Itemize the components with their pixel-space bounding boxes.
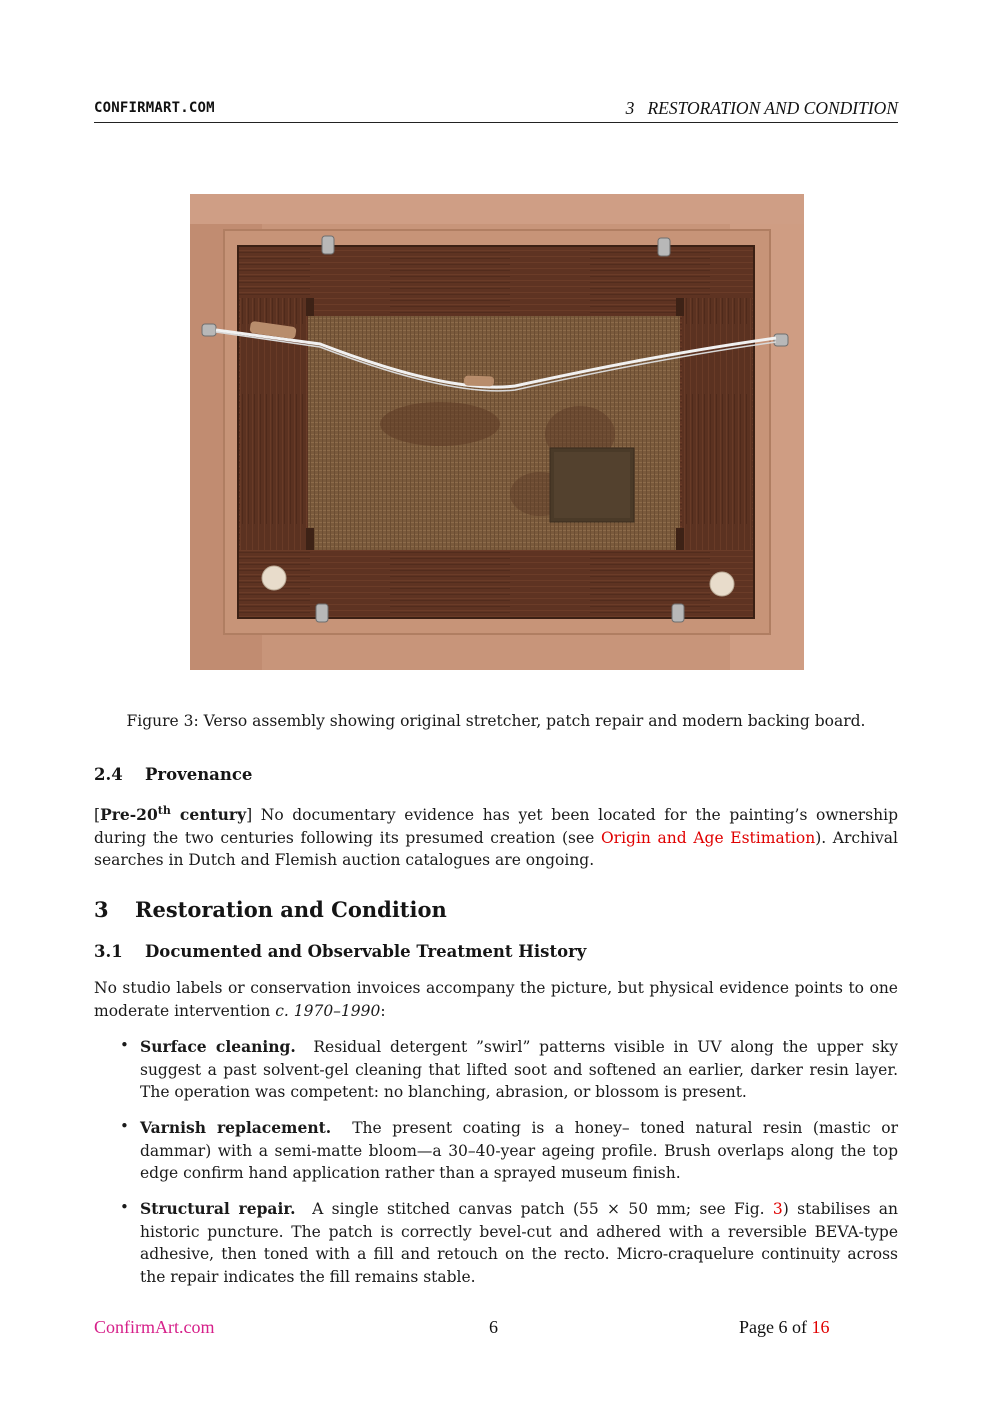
provenance-text-2: ). Archival searches in Dutch and Flemish auction catalogues are ongoing.: [94, 828, 898, 870]
tag-close: ]: [246, 806, 253, 825]
list-item: [140, 1036, 903, 1104]
subsection-heading-treatment: [94, 942, 586, 961]
header-logo: CONFIRMART.COM: [94, 100, 215, 116]
tag-open: [: [94, 806, 101, 825]
provenance-text-1: No documentary evidence has yet been located for the painting’s ownership during the two centuries following its presumed creation (see: [94, 806, 898, 847]
list-item: [140, 1117, 903, 1185]
list-item-text-cont: ) stabilises an historic puncture. The patch is correctly bevel-cut and adhered with a reversible BEVA-type adhesive, then toned with a fill and retouch on the recto. Micro-craquelure continuity across the repair indicates the fill remains stable.: [140, 1200, 898, 1286]
list-item-label: Surface cleaning.: [140, 1037, 296, 1056]
footer-site-link[interactable]: ConfirmArt.com: [94, 1317, 215, 1337]
intro-text-2: :: [380, 1001, 386, 1020]
bullet-marker: •: [120, 1036, 129, 1054]
list-item-text: A single stitched canvas patch (55 × 50 mm; see Fig.: [295, 1200, 773, 1218]
subsection-title: Provenance: [145, 765, 253, 784]
subsection-heading-provenance: [94, 765, 252, 784]
bullet-marker: •: [120, 1198, 129, 1216]
list-item-label: Varnish replacement.: [140, 1118, 332, 1137]
total-pages-link[interactable]: 16: [811, 1317, 830, 1337]
provenance-paragraph: [94, 800, 898, 872]
section-title: Restoration and Condition: [135, 897, 447, 922]
subsection-number: 3.1: [94, 942, 123, 961]
footer-page-number: 6: [489, 1317, 498, 1337]
figure-caption: Figure 3: Verso assembly showing original stretcher, patch repair and modern backing board.: [126, 712, 866, 730]
treatment-intro: [94, 977, 898, 1022]
tag-era-suffix: century: [170, 805, 247, 825]
section-number: 3: [94, 897, 109, 922]
tag-era: Pre-20: [100, 805, 158, 825]
footer-page-count: [739, 1317, 829, 1338]
list-item-label: Structural repair.: [140, 1199, 296, 1218]
tag-superscript: th: [157, 804, 171, 817]
bullet-marker: •: [120, 1117, 129, 1135]
running-section-title: 3 RESTORATION AND CONDITION: [625, 98, 898, 118]
list-item-text: Residual detergent ”swirl” patterns visible in UV along the upper sky suggest a past solvent-gel cleaning that lifted soot and softened an earlier, darker resin layer. The operation was competent: no blanching, abrasion, or blossom is present.: [140, 1038, 903, 1102]
section-heading-restoration: [94, 897, 447, 922]
origin-age-link[interactable]: Origin and Age Estimation: [600, 828, 816, 847]
page-label: Page 6 of: [739, 1317, 812, 1337]
list-item-text: The present coating is a honey– toned natural resin (mastic or dammar) with a semi-matte bloom—a 30–40-year ageing profile. Brush overlaps along the top edge confirm hand application rather than a sprayed museum finish.: [140, 1119, 903, 1183]
intro-date-range: c. 1970–1990: [275, 1001, 381, 1020]
list-item: [140, 1198, 898, 1288]
subsection-title: Documented and Observable Treatment History: [145, 942, 587, 961]
header-rule: [94, 122, 898, 123]
subsection-number: 2.4: [94, 765, 123, 784]
figure-ref-link[interactable]: 3: [772, 1200, 783, 1218]
verso-photo: [190, 194, 804, 670]
intro-text-1: No studio labels or conservation invoices accompany the picture, but physical evidence points to one moderate intervention: [94, 979, 898, 1020]
